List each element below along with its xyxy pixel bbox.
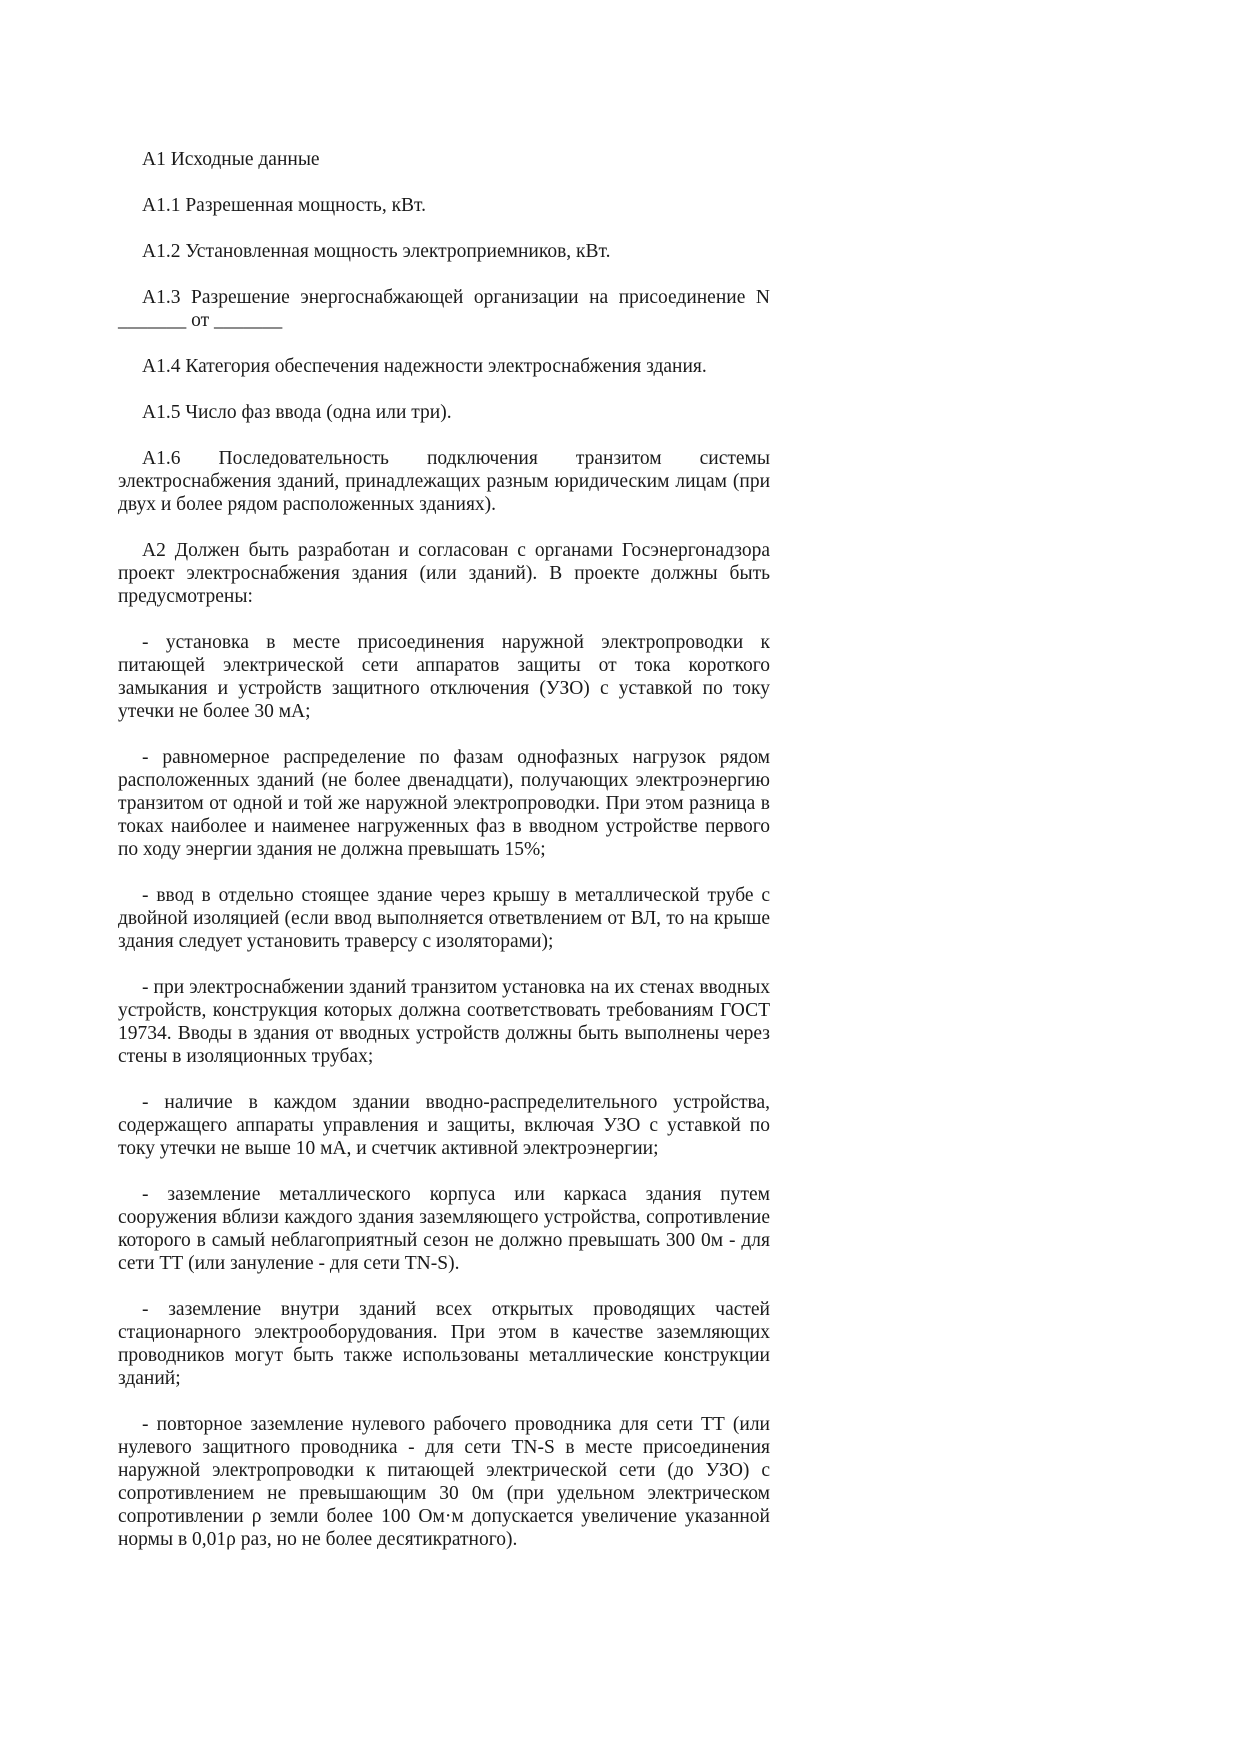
paragraph-a2: А2 Должен быть разработан и согласован с органами Госэнергонадзора проект электроснабжения здания (или зданий). В проекте должны быть предусмотрены:	[118, 540, 770, 607]
paragraph-a1-1: А1.1 Разрешенная мощность, кВт.	[142, 195, 426, 216]
list-item-distribution-device: - наличие в каждом здании вводно-распределительного устройства, содержащего аппараты управления и защиты, включая УЗО с уставкой по току утечки не выше 10 мА, и счетчик активной электроэнергии;	[118, 1092, 770, 1159]
list-item-phase-distribution: - равномерное распределение по фазам однофазных нагрузок рядом расположенных зданий (не более двенадцати), получающих электроэнергию транзитом от одной и той же наружной электропроводки. При этом разница в токах наиболее и наименее нагруженных фаз в вводном устройстве первого по ходу энергии здания не должна превышать 15%;	[118, 747, 770, 860]
paragraph-a1-6: А1.6 Последовательность подключения транзитом системы электроснабжения зданий, принадлежащих разным юридическим лицам (при двух и более рядом расположенных зданиях).	[118, 448, 770, 515]
paragraph-a1-2: А1.2 Установленная мощность электроприемников, кВт.	[142, 241, 611, 262]
heading-a1: А1 Исходные данные	[142, 149, 320, 170]
list-item-roof-entry: - ввод в отдельно стоящее здание через крышу в металлической трубе с двойной изоляцией (если ввод выполняется ответвлением от ВЛ, то на крыше здания следует установить траверсу с изоляторами);	[118, 885, 770, 952]
paragraph-a1-4: А1.4 Категория обеспечения надежности электроснабжения здания.	[142, 356, 707, 377]
document-body	[118, 148, 770, 1551]
paragraph-a1-5: А1.5 Число фаз ввода (одна или три).	[142, 402, 452, 423]
list-item-protection-devices: - установка в месте присоединения наружной электропроводки к питающей электрической сети аппаратов защиты от тока короткого замыкания и устройств защитного отключения (УЗО) с уставкой по току утечки не более 30 мА;	[118, 632, 770, 722]
list-item-internal-grounding: - заземление внутри зданий всех открытых проводящих частей стационарного электрооборудования. При этом в качестве заземляющих проводников могут быть также использованы металлические конструкции зданий;	[118, 1299, 770, 1389]
list-item-building-grounding: - заземление металлического корпуса или каркаса здания путем сооружения вблизи каждого здания заземляющего устройства, сопротивление которого в самый неблагоприятный сезон не должно превышать 300 0м - для сети ТТ (или зануление - для сети TN-S).	[118, 1184, 770, 1274]
list-item-repeated-grounding: - повторное заземление нулевого рабочего проводника для сети ТТ (или нулевого защитного проводника - для сети TN-S в месте присоединения наружной электропроводки к питающей электрической сети (до УЗО) с сопротивлением не превышающим 30 0м (при удельном электрическом сопротивлении ρ земли более 100 Ом·м допускается увеличение указанной нормы в 0,01ρ раз, но не более десятикратного).	[118, 1414, 770, 1550]
list-item-transit-supply: - при электроснабжении зданий транзитом установка на их стенах вводных устройств, конструкция которых должна соответствовать требованиям ГОСТ 19734. Вводы в здания от вводных устройств должны быть выполнены через стены в изоляционных трубах;	[118, 977, 770, 1067]
paragraph-a1-3: А1.3 Разрешение энергоснабжающей организации на присоединение N _______ от _______	[118, 287, 770, 331]
